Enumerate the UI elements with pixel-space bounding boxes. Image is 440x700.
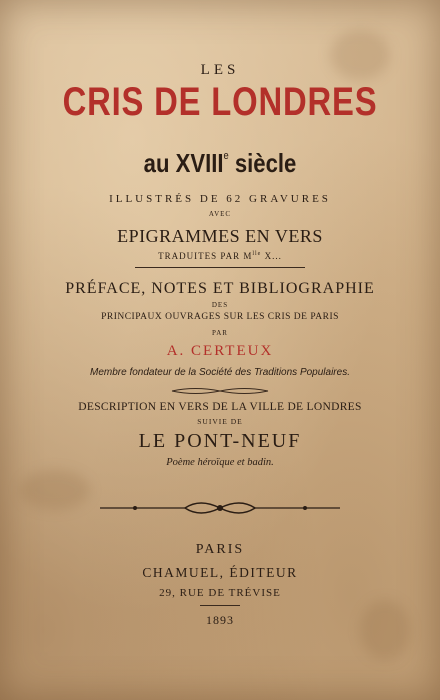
illustrations-line: ILLUSTRÉS DE 62 GRAVURES [109,193,331,205]
publication-year: 1893 [206,613,234,627]
divider-rule [135,267,305,268]
principaux-line: PRINCIPAUX OUVRAGES SUR LES CRIS DE PARIS [101,312,339,322]
publisher-name: CHAMUEL, ÉDITEUR [142,565,298,580]
avec-line: AVEC [208,210,232,218]
foxing-stain [20,470,90,510]
pont-neuf-title: LE PONT-NEUF [138,430,302,452]
translator-line [0,251,440,261]
foxing-stain [360,600,410,660]
century-subtitle [33,148,407,179]
century-prefix: au XVIII [143,148,224,178]
translator-suffix: X... [261,251,282,261]
translator-prefix: TRADUITES PAR M [158,251,253,261]
author-role: Membre fondateur de la Société des Traditions Populaires. [90,367,350,378]
description-line: DESCRIPTION EN VERS DE LA VILLE DE LONDRES [78,401,362,413]
des-line: DES [211,301,229,309]
small-ornament [170,386,270,396]
main-title: CRIS DE LONDRES [62,80,378,124]
preface-line: PRÉFACE, NOTES ET BIBLIOGRAPHIE [65,280,375,297]
publication-city: PARIS [195,542,245,557]
title-les: LES [200,62,240,78]
short-rule [200,605,240,606]
translator-sup: lle [252,251,262,257]
century-sup: e [223,150,229,162]
author-name: A. CERTEUX [166,343,274,359]
par-line: PAR [212,329,228,337]
suivie-line: SUIVIE DE [197,417,243,426]
poeme-line: Poème héroïque et badin. [166,457,274,468]
epigrammes-line: EPIGRAMMES EN VERS [117,226,323,246]
century-suffix: siècle [228,148,297,178]
publisher-address: 29, RUE DE TRÉVISE [159,587,281,599]
large-ornament [95,497,345,519]
